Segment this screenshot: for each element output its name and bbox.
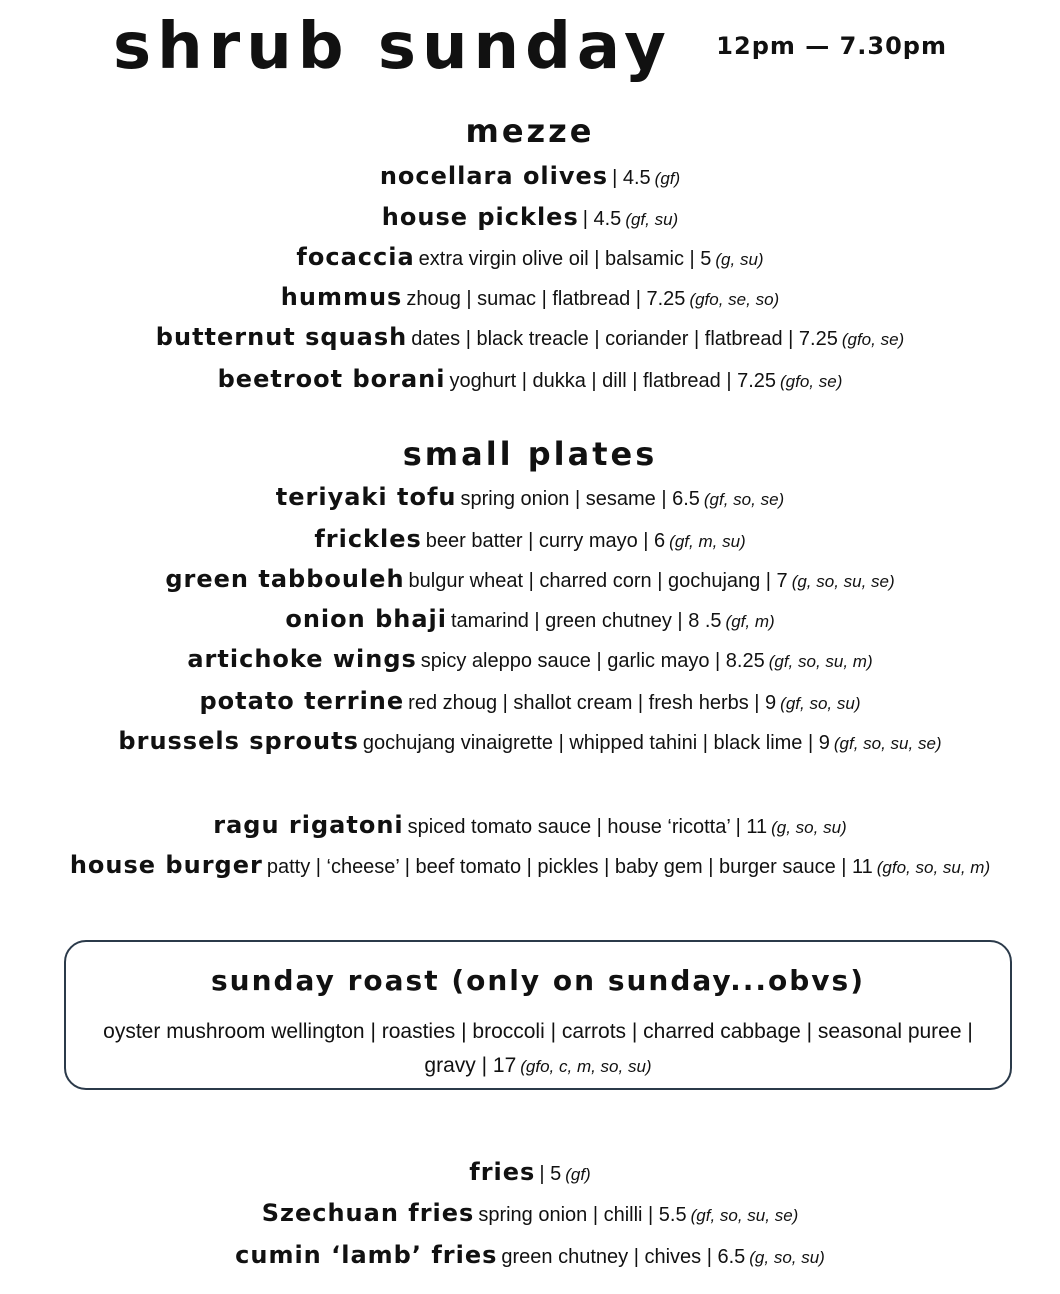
item-description: bulgur wheat | charred corn | gochujang | 7 <box>408 570 788 592</box>
roast-description-text: oyster mushroom wellington | roasties | broccoli | carrots | charred cabbage | seasonal puree | gravy | 17 <box>103 1020 973 1077</box>
item-description: | 4.5 <box>612 167 651 189</box>
item-dietary-codes: (gf, su) <box>625 210 679 229</box>
item-dietary-codes: (g, so, su) <box>771 818 847 837</box>
item-description: zhoug | sumac | flatbread | 7.25 <box>406 288 686 310</box>
item-description: dates | black treacle | coriander | flatbread | 7.25 <box>411 328 838 350</box>
item-name: Szechuan fries <box>261 1199 475 1227</box>
item-name: nocellara olives <box>379 162 609 190</box>
item-description: gochujang vinaigrette | whipped tahini | black lime | 9 <box>362 732 830 754</box>
item-dietary-codes: (gf) <box>654 169 681 188</box>
menu-item <box>0 1241 1060 1273</box>
section-title-mezze: mezze <box>465 112 595 150</box>
item-description: | 4.5 <box>582 208 622 230</box>
menu-item <box>0 851 1060 883</box>
item-name: potato terrine <box>199 687 405 715</box>
menu-item <box>0 203 1060 235</box>
item-description: tamarind | green chutney | 8 .5 <box>451 610 722 632</box>
item-dietary-codes: (gf) <box>565 1165 591 1184</box>
item-description: spring onion | sesame | 6.5 <box>460 488 700 510</box>
item-name: frickles <box>314 525 422 553</box>
menu-item <box>0 1199 1060 1231</box>
item-description: spicy aleppo sauce | garlic mayo | 8.25 <box>420 650 765 672</box>
item-dietary-codes: (gfo, se) <box>841 330 905 349</box>
item-name: teriyaki tofu <box>275 483 457 511</box>
section-title-small-plates: small plates <box>402 435 658 473</box>
item-description: spring onion | chilli | 5.5 <box>478 1204 687 1226</box>
item-dietary-codes: (gf, so, se) <box>703 490 785 509</box>
item-name: fries <box>469 1158 536 1186</box>
item-description: extra virgin olive oil | balsamic | 5 <box>418 248 712 270</box>
item-name: butternut squash <box>155 323 408 351</box>
roast-dietary-codes: (gfo, c, m, so, su) <box>520 1057 652 1076</box>
menu-item <box>0 283 1060 315</box>
item-description: spiced tomato sauce | house ‘ricotta’ | 11 <box>407 816 768 838</box>
item-description: beer batter | curry mayo | 6 <box>425 530 666 552</box>
item-description: red zhoug | shallot cream | fresh herbs | 9 <box>408 692 777 714</box>
menu-item <box>0 727 1060 759</box>
roast-description <box>66 1015 1010 1084</box>
item-dietary-codes: (gfo, se) <box>780 372 843 391</box>
menu-item <box>0 365 1060 397</box>
item-description: | 5 <box>539 1163 562 1185</box>
item-description: patty | ‘cheese’ | beef tomato | pickles | baby gem | burger sauce | 11 <box>266 856 873 878</box>
item-name: house burger <box>69 851 263 879</box>
item-dietary-codes: (gfo, se, so) <box>689 290 780 309</box>
item-name: cumin ‘lamb’ fries <box>235 1241 498 1269</box>
item-dietary-codes: (gf, so, su, m) <box>768 652 873 671</box>
item-name: green tabbouleh <box>165 565 405 593</box>
item-description: green chutney | chives | 6.5 <box>501 1246 746 1268</box>
menu-item <box>0 687 1060 719</box>
item-name: hummus <box>280 283 403 311</box>
item-dietary-codes: (g, su) <box>715 250 764 269</box>
item-dietary-codes: (g, so, su) <box>749 1248 825 1267</box>
menu-item <box>0 483 1060 515</box>
menu-item <box>0 811 1060 843</box>
item-name: focaccia <box>296 243 415 271</box>
menu-title: shrub sunday <box>113 10 672 84</box>
menu-item <box>0 525 1060 557</box>
menu-item <box>0 1158 1060 1190</box>
menu-item <box>0 243 1060 275</box>
item-description: yoghurt | dukka | dill | flatbread | 7.25 <box>449 370 777 392</box>
menu-item <box>0 323 1060 355</box>
menu-header <box>0 10 1060 84</box>
menu-item <box>0 645 1060 677</box>
item-dietary-codes: (gf, so, su, se) <box>690 1206 799 1225</box>
item-dietary-codes: (gf, so, su) <box>780 694 861 713</box>
item-name: artichoke wings <box>187 645 417 673</box>
item-name: beetroot borani <box>217 365 446 393</box>
menu-item <box>0 605 1060 637</box>
item-dietary-codes: (g, so, su, se) <box>791 572 895 591</box>
item-name: brussels sprouts <box>118 727 359 755</box>
menu-item <box>0 162 1060 194</box>
item-name: house pickles <box>381 203 579 231</box>
sunday-roast-box <box>64 940 1012 1090</box>
item-name: onion bhaji <box>285 605 447 633</box>
item-dietary-codes: (gf, m, su) <box>669 532 746 551</box>
roast-title: sunday roast (only on sunday...obvs) <box>210 964 866 997</box>
item-dietary-codes: (gf, so, su, se) <box>833 734 942 753</box>
item-dietary-codes: (gfo, so, su, m) <box>876 858 991 877</box>
item-name: ragu rigatoni <box>213 811 404 839</box>
item-dietary-codes: (gf, m) <box>725 612 775 631</box>
opening-hours: 12pm — 7.30pm <box>716 32 947 60</box>
menu-item <box>0 565 1060 597</box>
